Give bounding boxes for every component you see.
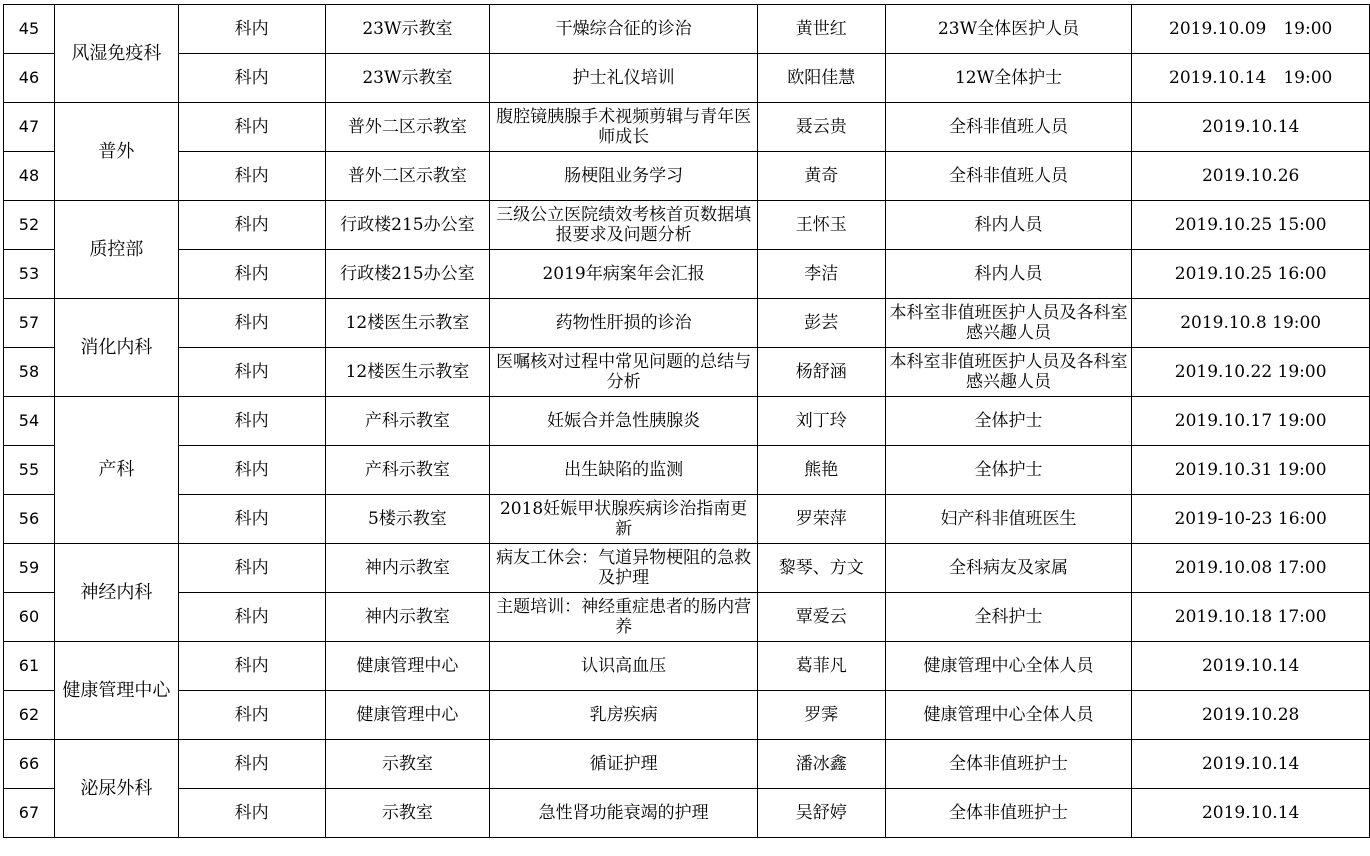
location-cell: 神内示教室 (325, 593, 490, 642)
time-cell: 2019.10.14 (1132, 789, 1370, 838)
seq-number-cell: 66 (4, 740, 55, 789)
seq-number-cell: 67 (4, 789, 55, 838)
topic-cell: 出生缺陷的监测 (490, 446, 758, 495)
topic-cell: 2018妊娠甲状腺疾病诊治指南更新 (490, 495, 758, 544)
topic-cell: 药物性肝损的诊治 (490, 299, 758, 348)
audience-cell: 科内人员 (885, 201, 1132, 250)
audience-cell: 全体非值班护士 (885, 789, 1132, 838)
table-row (4, 152, 1370, 201)
table-row (4, 446, 1370, 495)
table-row (4, 348, 1370, 397)
time-cell: 2019.10.8 19:00 (1132, 299, 1370, 348)
seq-number-cell: 60 (4, 593, 55, 642)
table-row (4, 691, 1370, 740)
speaker-cell: 熊艳 (757, 446, 885, 495)
topic-cell: 循证护理 (490, 740, 758, 789)
speaker-cell: 黄奇 (757, 152, 885, 201)
topic-cell: 妊娠合并急性胰腺炎 (490, 397, 758, 446)
seq-number-cell: 62 (4, 691, 55, 740)
time-cell: 2019.10.25 15:00 (1132, 201, 1370, 250)
speaker-cell: 覃爱云 (757, 593, 885, 642)
department-cell: 质控部 (54, 201, 178, 299)
table-row (4, 593, 1370, 642)
topic-cell: 医嘱核对过程中常见问题的总结与分析 (490, 348, 758, 397)
seq-number-cell: 54 (4, 397, 55, 446)
table-row (4, 5, 1370, 54)
time-cell: 2019-10-23 16:00 (1132, 495, 1370, 544)
audience-cell: 全科病友及家属 (885, 544, 1132, 593)
department-cell: 产科 (54, 397, 178, 544)
seq-number-cell: 52 (4, 201, 55, 250)
department-cell: 泌尿外科 (54, 740, 178, 838)
audience-cell: 本科室非值班医护人员及各科室感兴趣人员 (885, 299, 1132, 348)
time-cell: 2019.10.31 19:00 (1132, 446, 1370, 495)
scope-cell: 科内 (178, 54, 325, 103)
time-cell: 2019.10.14 (1132, 740, 1370, 789)
audience-cell: 全体护士 (885, 446, 1132, 495)
speaker-cell: 聂云贵 (757, 103, 885, 152)
table-row (4, 299, 1370, 348)
audience-cell: 12W全体护士 (885, 54, 1132, 103)
table-row (4, 740, 1370, 789)
location-cell: 5楼示教室 (325, 495, 490, 544)
seq-number-cell: 59 (4, 544, 55, 593)
seq-number-cell: 56 (4, 495, 55, 544)
scope-cell: 科内 (178, 593, 325, 642)
table-row (4, 789, 1370, 838)
audience-cell: 全科非值班人员 (885, 152, 1132, 201)
speaker-cell: 葛菲凡 (757, 642, 885, 691)
topic-cell: 腹腔镜胰腺手术视频剪辑与青年医师成长 (490, 103, 758, 152)
audience-cell: 23W全体医护人员 (885, 5, 1132, 54)
time-cell: 2019.10.22 19:00 (1132, 348, 1370, 397)
topic-cell: 乳房疾病 (490, 691, 758, 740)
schedule-body (4, 5, 1370, 838)
location-cell: 产科示教室 (325, 397, 490, 446)
table-row (4, 250, 1370, 299)
audience-cell: 全体非值班护士 (885, 740, 1132, 789)
training-schedule-table (3, 4, 1370, 838)
topic-cell: 病友工休会：气道异物梗阻的急救及护理 (490, 544, 758, 593)
location-cell: 健康管理中心 (325, 691, 490, 740)
scope-cell: 科内 (178, 103, 325, 152)
time-cell: 2019.10.14 (1132, 103, 1370, 152)
speaker-cell: 欧阳佳慧 (757, 54, 885, 103)
seq-number-cell: 48 (4, 152, 55, 201)
location-cell: 普外二区示教室 (325, 103, 490, 152)
topic-cell: 认识高血压 (490, 642, 758, 691)
speaker-cell: 罗霁 (757, 691, 885, 740)
table-row (4, 397, 1370, 446)
scope-cell: 科内 (178, 348, 325, 397)
location-cell: 普外二区示教室 (325, 152, 490, 201)
scope-cell: 科内 (178, 152, 325, 201)
scope-cell: 科内 (178, 740, 325, 789)
audience-cell: 全科非值班人员 (885, 103, 1132, 152)
scope-cell: 科内 (178, 250, 325, 299)
topic-cell: 三级公立医院绩效考核首页数据填报要求及问题分析 (490, 201, 758, 250)
speaker-cell: 杨舒涵 (757, 348, 885, 397)
seq-number-cell: 46 (4, 54, 55, 103)
department-cell: 风湿免疫科 (54, 5, 178, 103)
location-cell: 23W示教室 (325, 5, 490, 54)
audience-cell: 本科室非值班医护人员及各科室感兴趣人员 (885, 348, 1132, 397)
department-cell: 神经内科 (54, 544, 178, 642)
speaker-cell: 刘丁玲 (757, 397, 885, 446)
seq-number-cell: 55 (4, 446, 55, 495)
speaker-cell: 黄世红 (757, 5, 885, 54)
scope-cell: 科内 (178, 495, 325, 544)
audience-cell: 健康管理中心全体人员 (885, 642, 1132, 691)
topic-cell: 2019年病案年会汇报 (490, 250, 758, 299)
speaker-cell: 王怀玉 (757, 201, 885, 250)
scope-cell: 科内 (178, 642, 325, 691)
time-cell: 2019.10.17 19:00 (1132, 397, 1370, 446)
scope-cell: 科内 (178, 5, 325, 54)
time-cell: 2019.10.26 (1132, 152, 1370, 201)
topic-cell: 肠梗阻业务学习 (490, 152, 758, 201)
seq-number-cell: 47 (4, 103, 55, 152)
seq-number-cell: 45 (4, 5, 55, 54)
seq-number-cell: 57 (4, 299, 55, 348)
topic-cell: 护士礼仪培训 (490, 54, 758, 103)
speaker-cell: 罗荣萍 (757, 495, 885, 544)
scope-cell: 科内 (178, 691, 325, 740)
audience-cell: 科内人员 (885, 250, 1132, 299)
location-cell: 23W示教室 (325, 54, 490, 103)
seq-number-cell: 53 (4, 250, 55, 299)
scope-cell: 科内 (178, 544, 325, 593)
department-cell: 健康管理中心 (54, 642, 178, 740)
location-cell: 示教室 (325, 789, 490, 838)
speaker-cell: 彭芸 (757, 299, 885, 348)
scope-cell: 科内 (178, 446, 325, 495)
location-cell: 示教室 (325, 740, 490, 789)
table-row (4, 54, 1370, 103)
speaker-cell: 黎琴、方文 (757, 544, 885, 593)
audience-cell: 全科护士 (885, 593, 1132, 642)
table-row (4, 201, 1370, 250)
speaker-cell: 吴舒婷 (757, 789, 885, 838)
scope-cell: 科内 (178, 299, 325, 348)
location-cell: 行政楼215办公室 (325, 250, 490, 299)
department-cell: 普外 (54, 103, 178, 201)
time-cell: 2019.10.08 17:00 (1132, 544, 1370, 593)
scope-cell: 科内 (178, 201, 325, 250)
table-row (4, 544, 1370, 593)
location-cell: 12楼医生示教室 (325, 348, 490, 397)
location-cell: 神内示教室 (325, 544, 490, 593)
seq-number-cell: 61 (4, 642, 55, 691)
table-row (4, 495, 1370, 544)
location-cell: 产科示教室 (325, 446, 490, 495)
scope-cell: 科内 (178, 397, 325, 446)
table-row (4, 103, 1370, 152)
topic-cell: 干燥综合征的诊治 (490, 5, 758, 54)
seq-number-cell: 58 (4, 348, 55, 397)
department-cell: 消化内科 (54, 299, 178, 397)
scope-cell: 科内 (178, 789, 325, 838)
table-row (4, 642, 1370, 691)
location-cell: 健康管理中心 (325, 642, 490, 691)
topic-cell: 主题培训：神经重症患者的肠内营养 (490, 593, 758, 642)
topic-cell: 急性肾功能衰竭的护理 (490, 789, 758, 838)
audience-cell: 健康管理中心全体人员 (885, 691, 1132, 740)
location-cell: 行政楼215办公室 (325, 201, 490, 250)
location-cell: 12楼医生示教室 (325, 299, 490, 348)
audience-cell: 全体护士 (885, 397, 1132, 446)
time-cell: 2019.10.25 16:00 (1132, 250, 1370, 299)
speaker-cell: 潘冰鑫 (757, 740, 885, 789)
time-cell: 2019.10.28 (1132, 691, 1370, 740)
time-cell: 2019.10.18 17:00 (1132, 593, 1370, 642)
time-cell: 2019.10.09 19:00 (1132, 5, 1370, 54)
speaker-cell: 李洁 (757, 250, 885, 299)
audience-cell: 妇产科非值班医生 (885, 495, 1132, 544)
time-cell: 2019.10.14 19:00 (1132, 54, 1370, 103)
time-cell: 2019.10.14 (1132, 642, 1370, 691)
